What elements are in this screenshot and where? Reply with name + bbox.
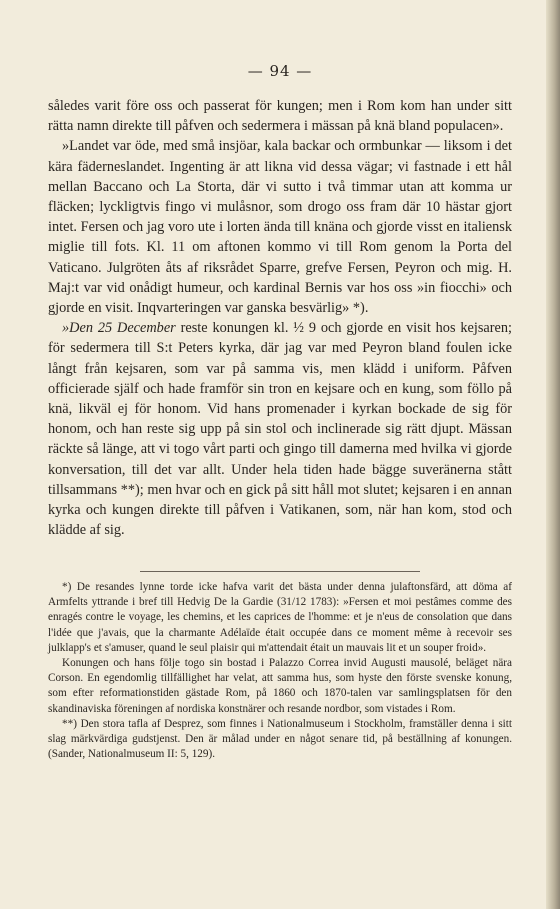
- footnote: Konungen och hans följe togo sin bostad i Palazzo Correa invid Augusti mausolé, beläget nära Corson. En egendomlig tillfällighet har velat, att samma hus, som hyste den förste svenske konung, som efter reformationstiden gästade Rom, på 1860 och 1870-talen var samlingsplatsen för den skandinaviska föreningen af nordiska konstnärer och resande nordbor, som vistades i Rom.: [48, 657, 512, 715]
- paragraph: »Landet var öde, med små insjöar, kala backar och ormbunkar — liksom i det kära fäderneslandet. Ingenting är att likna vid dessa vägar; vi fastnade i ett hål mellan Baccano och La Storta, där vi sutto i två timmar utan att komma ur fläcken; lyckligtvis fingo vi mulåsnor, som drogo oss fram där 10 hästar gjort intet. Fersen och jag voro ute i lorten ända till knäna och gjorde visst en italiensk miglie till fots. Kl. 11 om aftonen kommo vi till Rom genom la Porta del Vaticano. Julgröten åts af riksrådet Sparre, grefve Fersen, Peyron och mig. H. Maj:t var vid onådigt humeur, och kardinal Bernis var hos oss »in fiocchi» och gjorde en visit. Inqvarteringen var ganska besvärlig» *).: [48, 138, 512, 317]
- dated-paragraph: [48, 318, 512, 540]
- page-edge: [546, 0, 560, 909]
- main-text: [48, 96, 512, 540]
- footnote-divider: [140, 571, 420, 572]
- footnote: *) De resandes lynne torde icke hafva varit det bästa under denna julaftonsfärd, att döma af Armfelts yttrande i bref till Hedvig De la Gardie (31/12 1783): »Fersen et moi pestâmes comme des enragés contre le voyage, les chemins, et les caprices de l'homme: et je n'eus de consolation que dans l'idée que j'avais, que la charmante Adélaïde était occupée dans ce moment même à recevoir ses julklapp's et s'amuser, quand le seul plaisir qui m'attendait était un mauvais lit et un souper froid».: [48, 581, 512, 654]
- footnotes: [48, 580, 512, 762]
- page-number: — 94 —: [247, 62, 313, 80]
- entry-date: »Den 25 December: [62, 320, 176, 337]
- footnote: **) Den stora tafla af Desprez, som finnes i Nationalmuseum i Stockholm, framställer denna i sitt slag märkvärdiga gudstjenst. Den är målad under en något senare tid, på beställning af konungen. (Sander, Nationalmuseum II: 5, 129).: [48, 717, 512, 761]
- entry-text: reste konungen kl. ½ 9 och gjorde en visit hos kejsaren; för sedermera till S:t Peters kyrka, där jag var med Peyron bland foulen icke långt från kejsaren, som var på samma vis, men klädd i uniform. Påfven officierade själf och hade framför sin tron en kejsare och en kung, som föllo på knä, likväl ej för honom. Vid hans promenader i kyrkan bockade de sig för honom, och han reste sig upp på sin stol och inclinerade sig rätt djupt. Mässan räckte så länge, att vi togo vårt parti och gingo till damerna med hvilka vi gjorde konversation, till det var allt. Under hela tiden hade bägge suveränerna stått tillsammans **); men hvar och en gick på sitt håll mot slutet; kejsaren i en annan kyrka och kungen direkte till påfven i Vatikanen, som, när han kom, stod och klädde af sig.: [48, 320, 512, 539]
- paragraph: således varit före oss och passerat för kungen; men i Rom kom han under sitt rätta namn direkte till påfven och sedermera i mässan på knä bland populacen».: [48, 98, 512, 135]
